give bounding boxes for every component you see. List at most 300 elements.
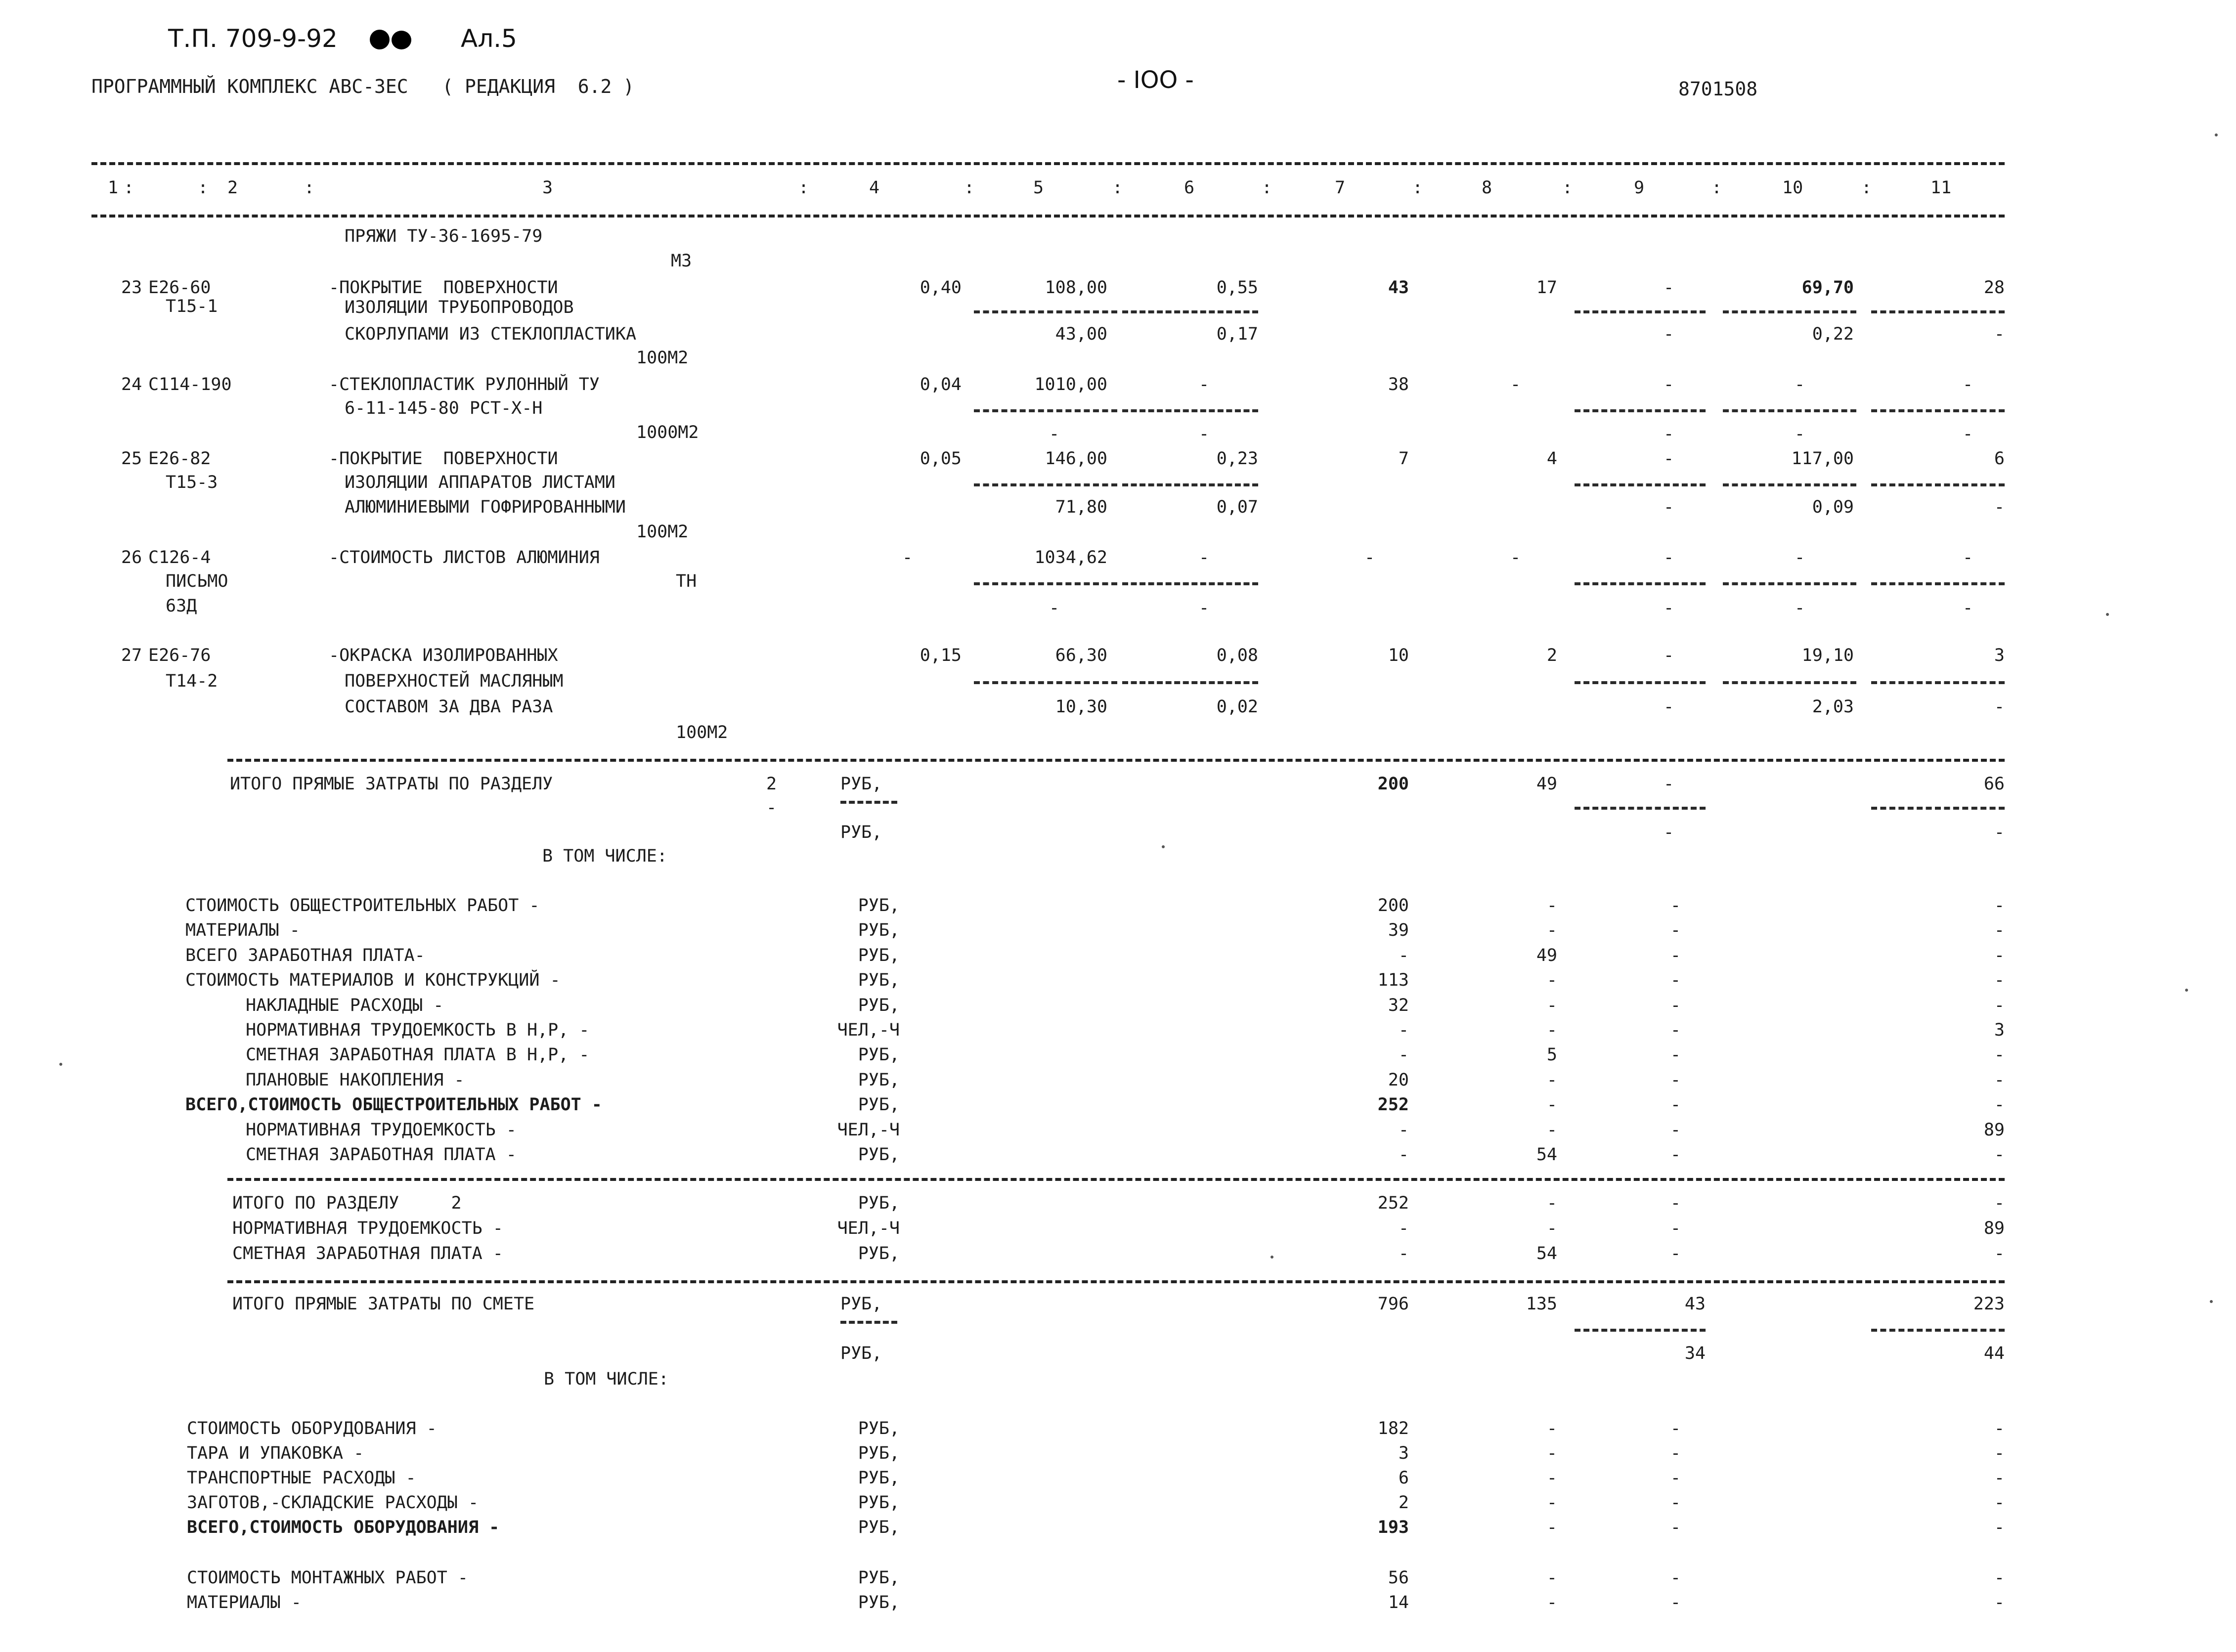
c9a: - [1664, 449, 1674, 469]
col-sep: : [1262, 178, 1272, 198]
row-unit: РУБ, [858, 1468, 900, 1488]
c8: - [1546, 1493, 1557, 1513]
c9b: - [1664, 598, 1674, 618]
col-sep: : [304, 178, 315, 198]
row-unit: РУБ, [858, 1443, 900, 1463]
c9: - [1670, 1045, 1681, 1065]
col-sep: : [1112, 178, 1123, 198]
c11b: - [1963, 598, 1973, 618]
rule [1871, 483, 2005, 486]
col-header: 1 [108, 178, 119, 198]
c10b: 0,09 [1812, 497, 1854, 517]
rule [1575, 483, 1706, 486]
program-title: ПРОГРАММНЫЙ КОМПЛЕКС АВС-3ЕС ( РЕДАКЦИЯ 6.2 ) [91, 76, 635, 97]
col-sep: : [1711, 178, 1722, 198]
col-header: 8 [1482, 178, 1492, 198]
estimate-total-unit: РУБ, [840, 1294, 882, 1314]
item-code: ПИСЬМО [166, 571, 228, 591]
c11a: 3 [1994, 646, 2005, 665]
item-name: -ПОКРЫТИЕ ПОВЕРХНОСТИ [329, 449, 558, 469]
c11b: - [1994, 697, 2005, 717]
row-label: СТОИМОСТЬ ОБЩЕСТРОИТЕЛЬНЫХ РАБОТ - [185, 896, 540, 915]
c7: 43 [1388, 278, 1409, 298]
c11a: - [1963, 548, 1973, 567]
c9: - [1670, 970, 1681, 991]
c9: - [1670, 1493, 1681, 1513]
c7: 20 [1388, 1070, 1409, 1090]
scan-speck [1162, 845, 1165, 848]
row-label: МАТЕРИАЛЫ - [187, 1593, 302, 1612]
c7: 32 [1388, 995, 1409, 1015]
c8: 135 [1526, 1294, 1557, 1314]
c7: 193 [1377, 1518, 1409, 1537]
col-header: 10 [1782, 178, 1803, 198]
c11: - [1994, 1045, 2005, 1065]
rule [227, 1280, 2005, 1283]
c9: - [1670, 1568, 1681, 1588]
c11: - [1994, 1095, 2005, 1115]
row-label: НОРМАТИВНАЯ ТРУДОЕМКОСТЬ - [232, 1218, 503, 1238]
row-label: ПЛАНОВЫЕ НАКОПЛЕНИЯ - [246, 1070, 465, 1090]
row-label: НОРМАТИВНАЯ ТРУДОЕМКОСТЬ В Н,Р, - [246, 1020, 590, 1040]
c11: 89 [1983, 1120, 2005, 1140]
c8: 49 [1536, 774, 1557, 794]
rule [1871, 409, 2005, 412]
item-unit: М3 [671, 251, 692, 271]
row-label: СТОИМОСТЬ ОБОРУДОВАНИЯ - [187, 1419, 437, 1438]
rule [974, 310, 1117, 313]
rule [1575, 582, 1706, 585]
c8: - [1546, 920, 1557, 941]
c7: 252 [1377, 1095, 1409, 1115]
c5a: 66,30 [1055, 646, 1107, 665]
c11: - [1994, 1070, 2005, 1090]
c11: - [1994, 1493, 2005, 1513]
doc-ref: Т.П. 709-9-92 [168, 24, 338, 53]
c8: - [1546, 1568, 1557, 1588]
c11: - [1994, 995, 2005, 1015]
c8: - [1546, 1193, 1557, 1213]
c8: - [1546, 1020, 1557, 1040]
rule [1575, 1329, 1706, 1332]
row-label: НАКЛАДНЫЕ РАСХОДЫ - [246, 995, 444, 1015]
c10b: 0,22 [1812, 324, 1854, 344]
rule [1723, 582, 1856, 585]
rule [974, 483, 1117, 486]
c9: - [1670, 1020, 1681, 1040]
c9: - [1670, 1218, 1681, 1238]
item-no: 23 [121, 278, 142, 298]
c9a: - [1664, 375, 1674, 394]
item-name: ПРЯЖИ ТУ-36-1695-79 [345, 226, 543, 246]
row-label: ВСЕГО ЗАРАБОТНАЯ ПЛАТА- [185, 945, 425, 965]
including-heading: В ТОМ ЧИСЛЕ: [544, 1369, 669, 1389]
rule [227, 759, 2005, 762]
c11: - [1994, 970, 2005, 991]
item-code: Е26-82 [148, 449, 211, 469]
estimate-total-unit2: РУБ, [840, 1344, 882, 1363]
c9: - [1670, 1244, 1681, 1263]
rule [91, 215, 2005, 217]
item-unit: 100М2 [636, 348, 689, 368]
item-code: Т15-1 [166, 297, 218, 316]
rule [1723, 681, 1856, 684]
row-unit: РУБ, [858, 920, 900, 941]
rule [1122, 681, 1258, 684]
row-unit: РУБ, [858, 1244, 900, 1263]
item-code: С114-190 [148, 375, 232, 394]
c8: 49 [1536, 945, 1557, 965]
c11b: - [1994, 324, 2005, 344]
row-label: ВСЕГО,СТОИМОСТЬ ОБЩЕСТРОИТЕЛЬНЫХ РАБОТ - [185, 1095, 602, 1115]
c8: 17 [1536, 278, 1557, 298]
c5a: 146,00 [1045, 449, 1107, 469]
c6a: 0,55 [1216, 278, 1258, 298]
item-code: Е26-76 [148, 646, 211, 665]
item-name: СКОРЛУПАМИ ИЗ СТЕКЛОПЛАСТИКА [345, 324, 637, 344]
c11a: 28 [1983, 278, 2005, 298]
item-name: -ПОКРЫТИЕ ПОВЕРХНОСТИ [329, 278, 558, 298]
row-label: СМЕТНАЯ ЗАРАБОТНАЯ ПЛАТА - [232, 1244, 503, 1263]
item-no: 25 [121, 449, 142, 469]
item-name: 6-11-145-80 РСТ-Х-Н [345, 398, 543, 418]
c7: 14 [1388, 1593, 1409, 1612]
c6b: 0,02 [1216, 697, 1258, 717]
c7: 38 [1388, 375, 1409, 394]
c8: - [1546, 995, 1557, 1015]
row-unit: РУБ, [858, 1045, 900, 1065]
col-header: 9 [1634, 178, 1645, 198]
page-number: - IOO - [1117, 66, 1194, 94]
c8: - [1546, 1593, 1557, 1612]
col-header: 3 [542, 178, 553, 198]
scan-speck [2210, 1300, 2213, 1303]
c7: 182 [1377, 1419, 1409, 1438]
c6a: - [1199, 548, 1210, 567]
rule [840, 801, 897, 804]
including-heading: В ТОМ ЧИСЛЕ: [542, 846, 667, 866]
row-label: ТРАНСПОРТНЫЕ РАСХОДЫ - [187, 1468, 416, 1488]
doc-ref-suffix: Ал.5 [461, 24, 517, 53]
rule [1871, 681, 2005, 684]
c5a: 1010,00 [1034, 375, 1107, 394]
c9a: - [1664, 548, 1674, 567]
row-label: СТОИМОСТЬ МАТЕРИАЛОВ И КОНСТРУКЦИЙ - [185, 970, 561, 991]
row-label: СМЕТНАЯ ЗАРАБОТНАЯ ПЛАТА В Н,Р, - [246, 1045, 590, 1065]
c9: - [1670, 1518, 1681, 1537]
c5b: 71,80 [1055, 497, 1107, 517]
c10a: 69,70 [1801, 278, 1854, 298]
c5b: - [1049, 424, 1060, 444]
c9: - [1670, 1419, 1681, 1438]
col-sep: : [124, 178, 134, 198]
rule [974, 409, 1117, 412]
rule [1122, 310, 1258, 313]
scan-speck [59, 1063, 62, 1066]
c7: - [1398, 1218, 1409, 1238]
item-unit: 1000М2 [636, 423, 699, 442]
scan-speck [2185, 989, 2188, 992]
c8: - [1510, 548, 1521, 567]
c7: 39 [1388, 920, 1409, 941]
c4: 0,05 [920, 449, 962, 469]
c7: - [1398, 1020, 1409, 1040]
c6a: - [1199, 375, 1210, 394]
item-no: 24 [121, 375, 142, 394]
rule [1575, 681, 1706, 684]
item-name: ПОВЕРХНОСТЕЙ МАСЛЯНЫМ [345, 671, 564, 691]
c7: 113 [1377, 970, 1409, 991]
section-total-sub: - [766, 798, 777, 818]
c5b: - [1049, 598, 1060, 618]
c9b: - [1664, 823, 1674, 842]
c11: - [1994, 1518, 2005, 1537]
scan-speck [2215, 133, 2218, 136]
rule [840, 1321, 897, 1324]
c9: - [1670, 920, 1681, 941]
c11b: - [1994, 497, 2005, 517]
c9: - [1670, 945, 1681, 965]
row-label: ЗАГОТОВ,-СКЛАДСКИЕ РАСХОДЫ - [187, 1493, 479, 1513]
c4: 0,15 [920, 646, 962, 665]
c8: - [1546, 1120, 1557, 1140]
c8: 5 [1546, 1045, 1557, 1065]
c11: - [1994, 1193, 2005, 1213]
c6b: 0,07 [1216, 497, 1258, 517]
c8: - [1546, 970, 1557, 991]
row-unit: РУБ, [858, 1095, 900, 1115]
c7: 6 [1398, 1468, 1409, 1488]
c4: 0,04 [920, 375, 962, 394]
rule [227, 1178, 2005, 1181]
c11: 89 [1983, 1218, 2005, 1238]
c9: - [1670, 1443, 1681, 1463]
c4: - [902, 548, 913, 567]
item-code: С126-4 [148, 548, 211, 567]
c9b: - [1664, 424, 1674, 444]
c8: - [1546, 896, 1557, 915]
c11b: - [1963, 424, 1973, 444]
row-label: СМЕТНАЯ ЗАРАБОТНАЯ ПЛАТА - [246, 1145, 517, 1165]
col-sep: : [1412, 178, 1423, 198]
c6b: - [1199, 424, 1210, 444]
c4: 0,40 [920, 278, 962, 298]
section-total-label: ИТОГО ПРЯМЫЕ ЗАТРАТЫ ПО РАЗДЕЛУ [230, 774, 553, 794]
c5a: 1034,62 [1034, 548, 1107, 567]
c8: 2 [1546, 646, 1557, 665]
c11b: 44 [1983, 1344, 2005, 1363]
row-unit: РУБ, [858, 1593, 900, 1612]
c8: - [1546, 1218, 1557, 1238]
c8: - [1546, 1443, 1557, 1463]
row-label: СТОИМОСТЬ МОНТАЖНЫХ РАБОТ - [187, 1568, 468, 1588]
c9a: - [1664, 646, 1674, 665]
c10a: 19,10 [1801, 646, 1854, 665]
c8: - [1546, 1070, 1557, 1090]
row-label: ТАРА И УПАКОВКА - [187, 1443, 364, 1463]
c9: - [1670, 1095, 1681, 1115]
item-name: -СТЕКЛОПЛАСТИК РУЛОННЫЙ ТУ [329, 375, 600, 394]
row-unit: РУБ, [858, 1193, 900, 1213]
c11: 3 [1994, 1020, 2005, 1040]
c5b: 10,30 [1055, 697, 1107, 717]
c7: - [1398, 1244, 1409, 1263]
col-sep: : [964, 178, 975, 198]
c11: - [1994, 1468, 2005, 1488]
item-unit: ТН [676, 571, 697, 591]
c7: - [1398, 945, 1409, 965]
c7: 796 [1377, 1294, 1409, 1314]
c7: - [1398, 1045, 1409, 1065]
doc-code: 8701508 [1678, 78, 1758, 100]
c9: - [1670, 1468, 1681, 1488]
c10a: 117,00 [1791, 449, 1854, 469]
col-header: 2 [227, 178, 238, 198]
rule [91, 162, 2005, 165]
c10b: 2,03 [1812, 697, 1854, 717]
c9a: 43 [1684, 1294, 1706, 1314]
item-code: Т15-3 [166, 473, 218, 492]
rule [1575, 310, 1706, 313]
c7: 2 [1398, 1493, 1409, 1513]
row-unit: ЧЕЛ,-Ч [837, 1218, 900, 1238]
c9b: - [1664, 697, 1674, 717]
c6a: 0,08 [1216, 646, 1258, 665]
c9b: - [1664, 324, 1674, 344]
rule [1122, 483, 1258, 486]
c5a: 108,00 [1045, 278, 1107, 298]
item-no: 27 [121, 646, 142, 665]
rule [1723, 483, 1856, 486]
col-header: 11 [1930, 178, 1952, 198]
c8: - [1546, 1518, 1557, 1537]
c11b: - [1994, 823, 2005, 842]
c9: - [1670, 1593, 1681, 1612]
c11: - [1994, 945, 2005, 965]
c10b: - [1795, 598, 1805, 618]
c5b: 43,00 [1055, 324, 1107, 344]
c7: - [1398, 1120, 1409, 1140]
rule [1871, 310, 2005, 313]
row-unit: ЧЕЛ,-Ч [837, 1020, 900, 1040]
rule [1723, 310, 1856, 313]
item-name: -СТОИМОСТЬ ЛИСТОВ АЛЮМИНИЯ [329, 548, 600, 567]
c10a: - [1795, 375, 1805, 394]
row-unit: РУБ, [858, 945, 900, 965]
c6b: 0,17 [1216, 324, 1258, 344]
c11: - [1994, 1145, 2005, 1165]
c11a: 66 [1983, 774, 2005, 794]
item-name: ИЗОЛЯЦИИ АППАРАТОВ ЛИСТАМИ [345, 473, 615, 492]
c8: - [1546, 1468, 1557, 1488]
col-sep: : [1861, 178, 1872, 198]
c8: 4 [1546, 449, 1557, 469]
rule [1122, 582, 1258, 585]
col-header: 4 [869, 178, 880, 198]
row-unit: РУБ, [858, 1145, 900, 1165]
item-code: Т14-2 [166, 671, 218, 691]
col-header: 6 [1184, 178, 1195, 198]
row-unit: РУБ, [858, 995, 900, 1015]
row-unit: РУБ, [858, 1568, 900, 1588]
c7: - [1364, 548, 1375, 567]
c9: - [1670, 896, 1681, 915]
item-name: АЛЮМИНИЕВЫМИ ГОФРИРОВАННЫМИ [345, 497, 626, 517]
c7: 200 [1377, 896, 1409, 915]
c7: 56 [1388, 1568, 1409, 1588]
row-unit: РУБ, [858, 1518, 900, 1537]
estimate-total-label: ИТОГО ПРЯМЫЕ ЗАТРАТЫ ПО СМЕТЕ [232, 1294, 535, 1314]
item-code: 63Д [166, 596, 197, 616]
row-unit: РУБ, [858, 1419, 900, 1438]
c9: - [1670, 1145, 1681, 1165]
scan-speck [1271, 1256, 1273, 1259]
item-no: 26 [121, 548, 142, 567]
c10b: - [1795, 424, 1805, 444]
item-name: ИЗОЛЯЦИИ ТРУБОПРОВОДОВ [345, 298, 574, 317]
section-total-unit: РУБ, [840, 774, 882, 794]
c7: 3 [1398, 1443, 1409, 1463]
item-name: СОСТАВОМ ЗА ДВА РАЗА [345, 697, 553, 717]
col-sep: : [798, 178, 809, 198]
col-sep: : [198, 178, 209, 198]
c7: - [1398, 1145, 1409, 1165]
c8: - [1546, 1095, 1557, 1115]
c7: 10 [1388, 646, 1409, 665]
c11a: - [1963, 375, 1973, 394]
c7: 7 [1398, 449, 1409, 469]
c9: - [1670, 995, 1681, 1015]
c9a: - [1664, 774, 1674, 794]
rule [1871, 1329, 2005, 1332]
c9: - [1670, 1120, 1681, 1140]
row-unit: ЧЕЛ,-Ч [837, 1120, 900, 1140]
row-unit: РУБ, [858, 1070, 900, 1090]
c9b: - [1664, 497, 1674, 517]
row-label: НОРМАТИВНАЯ ТРУДОЕМКОСТЬ - [246, 1120, 517, 1140]
c8: - [1546, 1419, 1557, 1438]
item-unit: 100М2 [676, 723, 728, 742]
section-total-unit2: РУБ, [840, 823, 882, 842]
c11: - [1994, 1593, 2005, 1612]
c11: - [1994, 920, 2005, 941]
rule [974, 681, 1117, 684]
c9b: 34 [1684, 1344, 1706, 1363]
c11a: 6 [1994, 449, 2005, 469]
c7: 200 [1377, 774, 1409, 794]
c11: - [1994, 1568, 2005, 1588]
row-label: ВСЕГО,СТОИМОСТЬ ОБОРУДОВАНИЯ - [187, 1518, 500, 1537]
c11: - [1994, 1443, 2005, 1463]
c8: 54 [1536, 1145, 1557, 1165]
row-unit: РУБ, [858, 896, 900, 915]
c8: - [1510, 375, 1521, 394]
c9: - [1670, 1070, 1681, 1090]
rule [1871, 582, 2005, 585]
rule [1575, 807, 1706, 810]
col-sep: : [1562, 178, 1573, 198]
rule [1871, 807, 2005, 810]
c11: - [1994, 896, 2005, 915]
row-unit: РУБ, [858, 1493, 900, 1513]
rule [974, 582, 1117, 585]
c7: 252 [1377, 1193, 1409, 1213]
c11a: 223 [1973, 1294, 2005, 1314]
rule [1122, 409, 1258, 412]
col-header: 5 [1033, 178, 1044, 198]
c8: 54 [1536, 1244, 1557, 1263]
item-code: Е26-60 [148, 278, 211, 298]
